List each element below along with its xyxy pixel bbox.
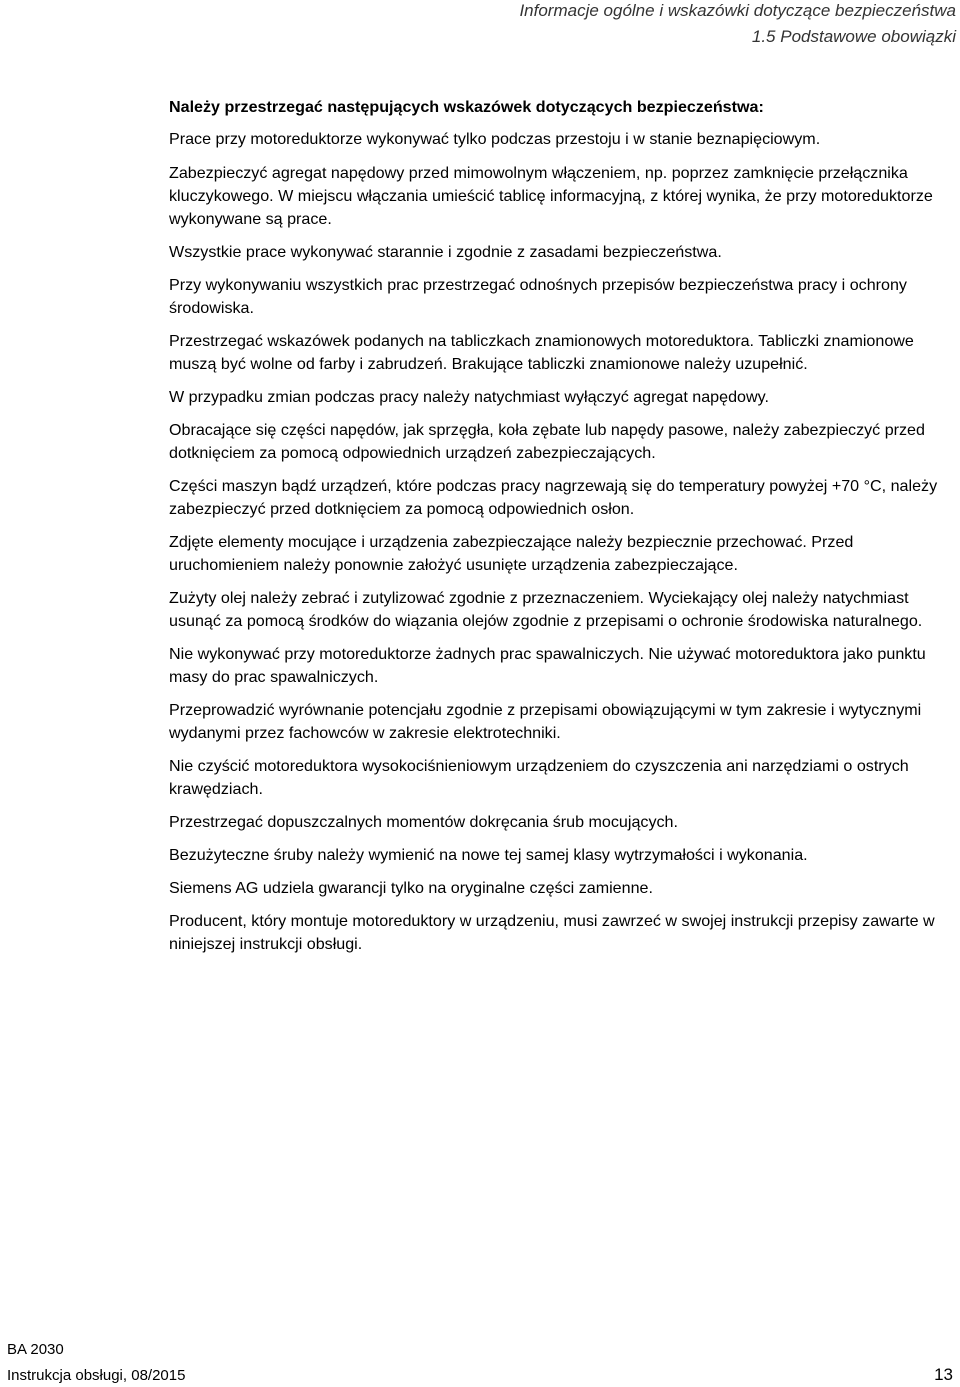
paragraph: Zużyty olej należy zebrać i zutylizować zgodnie z przeznaczeniem. Wyciekający olej należy natychmiast usunąć za pomocą środków do wiązania olejów zgodnie z przepisami o ochronie środowiska naturalnego. bbox=[169, 589, 923, 630]
header-subsection-title: 1.5 Podstawowe obowiązki bbox=[751, 27, 956, 46]
paragraph: Nie wykonywać przy motoreduktorze żadnych prac spawalniczych. Nie używać motoreduktora jako punktu masy do prac spawalniczych. bbox=[169, 645, 926, 686]
paragraph: Przy wykonywaniu wszystkich prac przestrzegać odnośnych przepisów bezpieczeństwa pracy i ochrony środowiska. bbox=[169, 276, 907, 317]
paragraph: Bezużyteczne śruby należy wymienić na nowe tej samej klasy wytrzymałości i wykonania. bbox=[169, 846, 808, 864]
section-heading: Należy przestrzegać następujących wskazówek dotyczących bezpieczeństwa: bbox=[169, 98, 764, 116]
page-number: 13 bbox=[934, 1365, 953, 1384]
paragraph: Przeprowadzić wyrównanie potencjału zgodnie z przepisami obowiązującymi w tym zakresie i wytycznymi wydanymi przez fachowców w zakresie elektrotechniki. bbox=[169, 701, 922, 742]
header-section-title: Informacje ogólne i wskazówki dotyczące bezpieczeństwa bbox=[519, 1, 956, 20]
footer-doc-title-date: Instrukcja obsługi, 08/2015 bbox=[7, 1367, 186, 1384]
footer-doc-code: BA 2030 bbox=[7, 1341, 64, 1358]
paragraph: Przestrzegać wskazówek podanych na tabliczkach znamionowych motoreduktora. Tabliczki znamionowe muszą być wolne od farby i zabrudzeń. Brakujące tabliczki znamionowe należy uzupełnić. bbox=[169, 332, 914, 373]
paragraph: Producent, który montuje motoreduktory w urządzeniu, musi zawrzeć w swojej instrukcji przepisy zawarte w niniejszej instrukcji obsługi. bbox=[169, 912, 935, 953]
paragraph: Części maszyn bądź urządzeń, które podczas pracy nagrzewają się do temperatury powyżej +70 °C, należy zabezpieczyć przed dotknięciem za pomocą odpowiednich osłon. bbox=[169, 477, 938, 518]
paragraph: Zabezpieczyć agregat napędowy przed mimowolnym włączeniem, np. poprzez zamknięcie przełącznika kluczykowego. W miejscu włączania umieścić tablicę informacyjną, z której wynika, że przy motoreduktorze wykonywane są prace. bbox=[169, 164, 933, 228]
paragraph: Prace przy motoreduktorze wykonywać tylko podczas przestoju i w stanie beznapięciowym. bbox=[169, 130, 821, 148]
safety-instructions bbox=[169, 96, 959, 966]
paragraph: Siemens AG udziela gwarancji tylko na oryginalne części zamienne. bbox=[169, 879, 653, 897]
paragraph: Wszystkie prace wykonywać starannie i zgodnie z zasadami bezpieczeństwa. bbox=[169, 243, 722, 261]
paragraph: W przypadku zmian podczas pracy należy natychmiast wyłączyć agregat napędowy. bbox=[169, 388, 769, 406]
paragraph: Zdjęte elementy mocujące i urządzenia zabezpieczające należy bezpiecznie przechować. Przed uruchomieniem należy ponownie założyć usunięte urządzenia zabezpieczające. bbox=[169, 533, 854, 574]
paragraph: Przestrzegać dopuszczalnych momentów dokręcania śrub mocujących. bbox=[169, 813, 678, 831]
paragraph: Nie czyścić motoreduktora wysokociśnieniowym urządzeniem do czyszczenia ani narzędziami o ostrych krawędziach. bbox=[169, 757, 909, 798]
paragraph: Obracające się części napędów, jak sprzęgła, koła zębate lub napędy pasowe, należy zabezpieczyć przed dotknięciem za pomocą odpowiednich urządzeń zabezpieczających. bbox=[169, 421, 925, 462]
